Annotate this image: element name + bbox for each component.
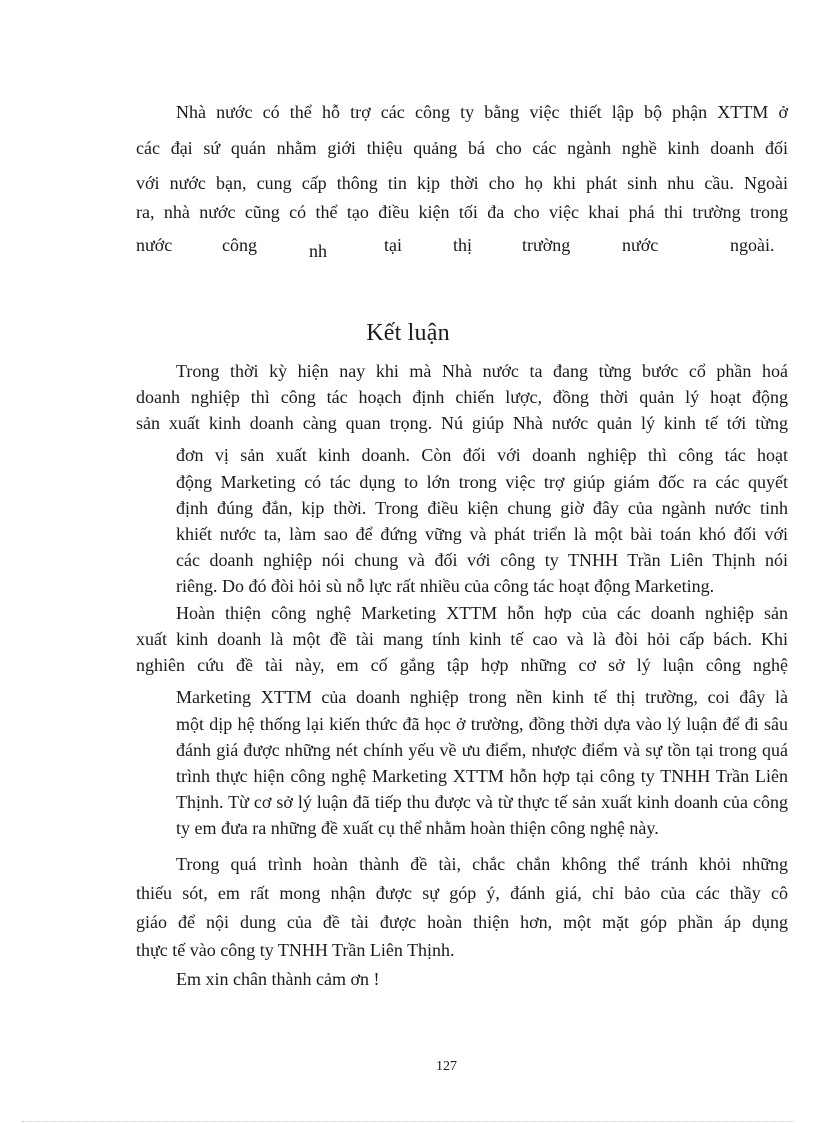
footer-divider [22, 1121, 794, 1122]
text-line: ty em đưa ra những đề xuất cụ thể nhằm hoàn thiện công nghệ này. [176, 818, 659, 838]
section-heading: Kết luận [366, 320, 450, 346]
text-word: công [222, 235, 257, 255]
text-line: một dịp hệ thống lại kiến thức đã học ở trường, đồng thời dựa vào lý luận để đi sâu [176, 714, 788, 734]
text-word: nước [622, 235, 659, 255]
text-line: đánh giá được những nét chính yếu về ưu điểm, nhược điểm và sự tồn tại trong quá [176, 740, 788, 760]
text-line: định đúng đắn, kịp thời. Trong điều kiện chung giờ đây của ngành nước tinh [176, 498, 788, 518]
text-line: Marketing XTTM của doanh nghiệp trong nền kinh tế thị trường, coi đây là [176, 687, 788, 707]
text-line: các đại sứ quán nhằm giới thiệu quảng bá cho các ngành nghề kinh doanh đối [136, 138, 788, 158]
text-word: ngoài. [730, 235, 775, 255]
text-line: sản xuất kinh doanh càng quan trọng. Nú giúp Nhà nước quản lý kinh tế tới từng [136, 413, 788, 433]
text-line: các doanh nghiệp nói chung và đối với công ty TNHH Trần Liên Thịnh nói [176, 550, 788, 570]
text-line: giáo để nội dung của đề tài được hoàn thiện hơn, một mặt góp phần áp dụng [136, 912, 788, 932]
text-word: thị [453, 235, 473, 255]
text-word: nước [136, 235, 173, 255]
text-line: nghiên cứu đề tài này, em cố gắng tập hợp những cơ sở lý luận công nghệ [136, 655, 788, 675]
text-line: động Marketing có tác dụng to lớn trong việc trợ giúp giám đốc ra các quyết [176, 472, 788, 492]
text-line: Thịnh. Từ cơ sở lý luận đã tiếp thu được và từ thực tế sản xuất kinh doanh của công [176, 792, 788, 812]
text-line: trình thực hiện công nghệ Marketing XTTM hỗn hợp tại công ty TNHH Trần Liên [176, 766, 788, 786]
text-line: riêng. Do đó đòi hỏi sù nỗ lực rất nhiều của công tác hoạt động Marketing. [176, 576, 715, 596]
text-line: xuất kinh doanh là một đề tài mang tính kinh tế cao và là đòi hỏi cấp bách. Khi [136, 629, 788, 649]
text-line: đơn vị sản xuất kinh doanh. Còn đối với doanh nghiệp thì công tác hoạt [176, 445, 788, 465]
text-word: nh [309, 241, 327, 261]
text-line: thực tế vào công ty TNHH Trần Liên Thịnh. [136, 940, 455, 960]
text-line: Nhà nước có thể hỗ trợ các công ty bằng việc thiết lập bộ phận XTTM ở [176, 102, 788, 122]
text-line: Trong quá trình hoàn thành đề tài, chắc chắn không thể tránh khỏi những [176, 854, 788, 874]
text-line: khiết nước ta, làm sao để đứng vững và phát triển là một bài toán khó đối với [176, 524, 788, 544]
text-line: Hoàn thiện công nghệ Marketing XTTM hỗn hợp của các doanh nghiệp sản [176, 603, 788, 623]
text-line: thiếu sót, em rất mong nhận được sự góp ý, đánh giá, chỉ bảo của các thầy cô [136, 883, 788, 903]
text-line: doanh nghiệp thì công tác hoạch định chiến lược, đồng thời quản lý hoạt động [136, 387, 788, 407]
text-word: tại [384, 235, 402, 255]
closing-line: Em xin chân thành cảm ơn ! [176, 969, 380, 989]
text-line: ra, nhà nước cũng có thể tạo điều kiện tối đa cho việc khai phá thi trường trong [136, 202, 788, 222]
text-line: với nước bạn, cung cấp thông tin kịp thời cho họ khi phát sinh nhu cầu. Ngoài [136, 173, 788, 193]
text-line: Trong thời kỳ hiện nay khi mà Nhà nước ta đang từng bước cổ phần hoá [176, 361, 788, 381]
page-number: 127 [436, 1059, 457, 1074]
text-word: trường [522, 235, 571, 255]
